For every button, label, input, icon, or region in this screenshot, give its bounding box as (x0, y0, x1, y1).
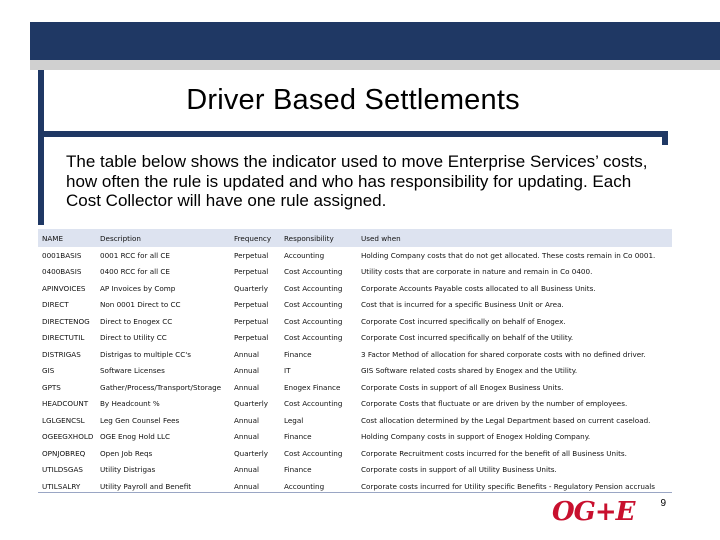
table-cell: Perpetual (234, 300, 269, 310)
table-cell: Cost that is incurred for a specific Business Unit or Area. (361, 300, 564, 310)
table-cell: Perpetual (234, 267, 269, 277)
table-cell: Corporate costs incurred for Utility specific Benefits - Regulatory Pension accruals (361, 481, 656, 491)
table-cell: Cost Accounting (284, 283, 343, 293)
table-cell: Holding Company costs that do not get allocated. These costs remain in Co 0001. (361, 250, 656, 260)
table-cell: Annual (234, 366, 259, 376)
table-row (40, 363, 672, 380)
table-cell: Perpetual (234, 316, 269, 326)
table-cell: Perpetual (234, 250, 269, 260)
table-cell: Utility Distrigas (100, 465, 156, 475)
column-header-used-when: Used when (361, 233, 401, 243)
table-cell: Finance (284, 465, 312, 475)
table-cell: DIRECTENOG (42, 316, 90, 326)
table-cell: Quarterly (234, 399, 269, 409)
banner-shadow (30, 60, 720, 70)
table-cell: Perpetual (234, 333, 269, 343)
table-cell: Cost Accounting (284, 399, 343, 409)
table-cell: Direct to Utility CC (100, 333, 167, 343)
table-cell: Corporate costs in support of all Utility Business Units. (361, 465, 557, 475)
table-cell: APINVOICES (42, 283, 86, 293)
table-cell: Annual (234, 432, 259, 442)
table-cell: Non 0001 Direct to CC (100, 300, 181, 310)
slide-title: Driver Based Settlements (186, 84, 520, 116)
table-cell: Annual (234, 382, 259, 392)
column-header-name: NAME (42, 233, 64, 243)
page-number: 9 (660, 498, 666, 509)
table-cell: 0400BASIS (42, 267, 82, 277)
table-cell: HEADCOUNT (42, 399, 89, 409)
table-cell: Quarterly (234, 283, 269, 293)
table-cell: Quarterly (234, 448, 269, 458)
table-row (40, 445, 672, 462)
table-cell: Enogex Finance (284, 382, 341, 392)
table-row (40, 247, 672, 264)
top-banner (30, 22, 720, 60)
table-cell: Cost Accounting (284, 333, 343, 343)
table-cell: Open Job Reqs (100, 448, 153, 458)
table-cell: UTILDSGAS (42, 465, 83, 475)
table-header-row (40, 229, 672, 247)
table-row (40, 313, 672, 330)
table-row (40, 330, 672, 347)
oge-logo: OG+E (552, 497, 635, 527)
table-row (40, 462, 672, 479)
title-frame-horizontal (38, 131, 668, 137)
table-row (40, 396, 672, 413)
table-body (40, 247, 672, 495)
table-cell: Corporate Cost incurred specifically on behalf of the Utility. (361, 333, 574, 343)
table-cell: Corporate Recruitment costs incurred for the benefit of all Business Units. (361, 448, 627, 458)
table-cell: 3 Factor Method of allocation for shared corporate costs with no defined driver. (361, 349, 646, 359)
table-cell: DIRECTUTIL (42, 333, 85, 343)
table-row (40, 297, 672, 314)
table-cell: Legal (284, 415, 304, 425)
table-row (40, 346, 672, 363)
table-cell: Cost allocation determined by the Legal Department based on current caseload. (361, 415, 651, 425)
table-cell: Annual (234, 415, 259, 425)
table-cell: Cost Accounting (284, 316, 343, 326)
table-cell: Leg Gen Counsel Fees (100, 415, 180, 425)
table-cell: IT (284, 366, 291, 376)
table-cell: Gather/Process/Transport/Storage (100, 382, 222, 392)
table-cell: Utility Payroll and Benefit (100, 481, 192, 491)
table-cell: Distrigas to multiple CC's (100, 349, 191, 359)
table-cell: OGEEGXHOLD (42, 432, 94, 442)
table-cell: Annual (234, 481, 259, 491)
table-cell: Direct to Enogex CC (100, 316, 173, 326)
table-cell: LGLGENCSL (42, 415, 85, 425)
table-cell: Accounting (284, 250, 325, 260)
table-cell: DIRECT (42, 300, 69, 310)
column-header-frequency: Frequency (234, 233, 272, 243)
table-row (40, 429, 672, 446)
table-cell: Holding Company costs in support of Enogex Holding Company. (361, 432, 591, 442)
title-frame-end (662, 131, 668, 145)
table-cell: UTILSALRY (42, 481, 81, 491)
table-cell: 0400 RCC for all CE (100, 267, 170, 277)
table-row (40, 264, 672, 281)
table-cell: Cost Accounting (284, 267, 343, 277)
table-cell: Finance (284, 349, 312, 359)
table-cell: Annual (234, 349, 259, 359)
table-cell: 0001BASIS (42, 250, 82, 260)
table-cell: Software Licenses (100, 366, 165, 376)
table-row (40, 280, 672, 297)
table-cell: Cost Accounting (284, 300, 343, 310)
table-row (40, 412, 672, 429)
table-cell: Annual (234, 465, 259, 475)
table-cell: GIS Software related costs shared by Enogex and the Utility. (361, 366, 578, 376)
table-cell: 0001 RCC for all CE (100, 250, 170, 260)
table-cell: AP Invoices by Comp (100, 283, 176, 293)
table-cell: Finance (284, 432, 312, 442)
footer-divider (38, 492, 672, 493)
intro-paragraph: The table below shows the indicator used to move Enterprise Services’ costs, how often the rule is updated and who has responsibility for updating. Each Cost Collector will have one rule assigned. (66, 152, 648, 210)
table-cell: OPNJOBREQ (42, 448, 86, 458)
table-row (40, 379, 672, 396)
table-cell: Accounting (284, 481, 325, 491)
table-cell: GPTS (42, 382, 61, 392)
table-cell: Corporate Costs that fluctuate or are driven by the number of employees. (361, 399, 628, 409)
table-cell: Cost Accounting (284, 448, 343, 458)
table-cell: GIS (42, 366, 55, 376)
table-cell: Corporate Costs in support of all Enogex Business Units. (361, 382, 564, 392)
table-cell: Corporate Accounts Payable costs allocated to all Business Units. (361, 283, 596, 293)
settlement-rules-table (40, 229, 672, 495)
column-header-description: Description (100, 233, 141, 243)
table-cell: By Headcount % (100, 399, 160, 409)
table-cell: OGE Enog Hold LLC (100, 432, 171, 442)
table-cell: Utility costs that are corporate in nature and remain in Co 0400. (361, 267, 593, 277)
table-cell: DISTRIGAS (42, 349, 81, 359)
table-cell: Corporate Cost incurred specifically on behalf of Enogex. (361, 316, 566, 326)
column-header-responsibility: Responsibility (284, 233, 334, 243)
